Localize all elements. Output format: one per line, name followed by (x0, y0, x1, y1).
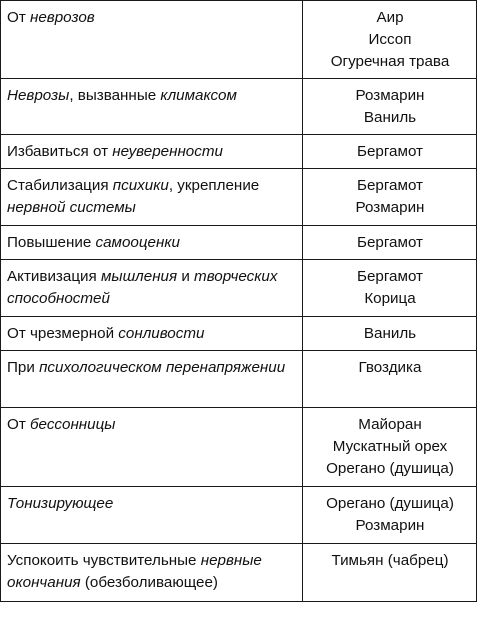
table-row (1, 351, 477, 408)
condition-cell (1, 544, 303, 602)
remedy-name: Корица (364, 290, 416, 307)
remedy-name: Бергамот (356, 268, 424, 285)
table-row (1, 317, 477, 351)
condition-text: Активизация (7, 268, 101, 285)
condition-term-italic: Тонизирующее (7, 495, 114, 512)
remedy-name: Тимьян (чабрец) (331, 552, 449, 569)
condition-cell (1, 169, 303, 226)
remedy-cell (303, 1, 477, 79)
remedy-name: Орегано (душица) (326, 495, 454, 512)
remedy-cell (303, 135, 477, 169)
condition-cell (1, 135, 303, 169)
condition-cell (1, 408, 303, 487)
remedy-cell (303, 408, 477, 487)
remedy-cell (303, 260, 477, 317)
condition-cell (1, 260, 303, 317)
condition-text: Повышение (7, 234, 96, 251)
condition-term-italic: психологическом перенапряжении (39, 359, 286, 376)
condition-term-italic: Неврозы (7, 87, 70, 104)
condition-term-italic: нервной системы (7, 199, 136, 216)
condition-text: Стабилизация (7, 177, 113, 194)
remedy-name: Бергамот (356, 177, 424, 194)
remedy-name: Гвоздика (358, 359, 422, 376)
remedy-cell (303, 317, 477, 351)
condition-text: При (7, 359, 40, 376)
remedy-name: Майоран (358, 416, 422, 433)
remedy-cell (303, 544, 477, 602)
remedy-name: Бергамот (356, 234, 424, 251)
table-row (1, 408, 477, 487)
remedy-name: Бергамот (356, 143, 424, 160)
condition-text: и (177, 268, 195, 285)
remedy-name: Аир (376, 9, 404, 26)
remedy-cell (303, 79, 477, 135)
remedy-name: Розмарин (355, 87, 425, 104)
condition-term-italic: мышления (100, 268, 178, 285)
remedy-cell (303, 351, 477, 408)
condition-text: От (7, 9, 30, 26)
table-row (1, 226, 477, 260)
remedy-name: Розмарин (355, 517, 425, 534)
condition-cell (1, 487, 303, 544)
condition-text: От (7, 416, 30, 433)
remedy-name: Иссоп (368, 31, 412, 48)
condition-cell (1, 79, 303, 135)
condition-cell (1, 1, 303, 79)
remedy-cell (303, 169, 477, 226)
condition-term-italic: нервные окончания (7, 552, 262, 591)
table-row (1, 260, 477, 317)
remedy-cell (303, 487, 477, 544)
table-row (1, 544, 477, 602)
remedy-name: Розмарин (355, 199, 425, 216)
condition-text: Успокоить чувствительные (7, 552, 201, 569)
remedy-cell (303, 226, 477, 260)
condition-term-italic: психики (112, 177, 169, 194)
condition-text: (обезболивающее) (80, 574, 218, 591)
condition-text: , вызванные (69, 87, 161, 104)
condition-text: , укрепление (168, 177, 260, 194)
remedy-name: Ваниль (363, 325, 417, 342)
table-row (1, 135, 477, 169)
table-row (1, 79, 477, 135)
remedy-name: Ваниль (363, 109, 417, 126)
table-row (1, 1, 477, 79)
condition-term-italic: неуверенности (112, 143, 223, 160)
condition-term-italic: сонливости (118, 325, 205, 342)
remedy-name: Мускатный орех (332, 438, 448, 455)
table-body (1, 1, 477, 602)
condition-term-italic: климаксом (160, 87, 237, 104)
condition-cell (1, 226, 303, 260)
remedy-name: Орегано (душица) (326, 460, 454, 477)
condition-term-italic: бессонницы (30, 416, 116, 433)
table-row (1, 169, 477, 226)
condition-text: Избавиться от (7, 143, 113, 160)
table-row (1, 487, 477, 544)
condition-text: От чрезмерной (7, 325, 119, 342)
condition-cell (1, 351, 303, 408)
remedy-name: Огуречная трава (330, 53, 450, 70)
condition-term-italic: самооценки (95, 234, 180, 251)
condition-term-italic: неврозов (30, 9, 95, 26)
condition-term-italic: творческих способностей (7, 268, 278, 307)
condition-cell (1, 317, 303, 351)
